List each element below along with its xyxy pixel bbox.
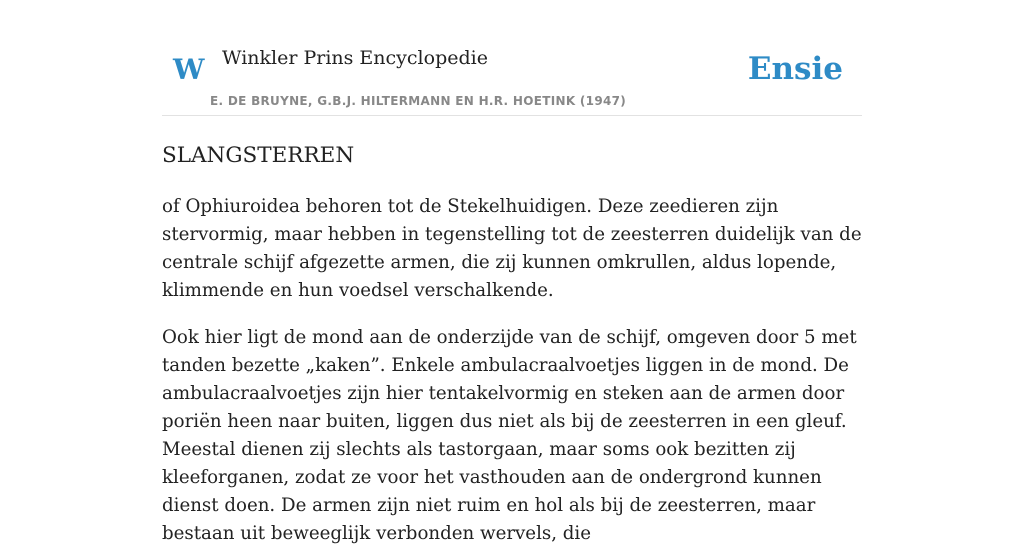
article-title: SLANGSTERREN xyxy=(162,143,355,168)
site-header xyxy=(162,0,862,116)
article-paragraph-2: Ook hier ligt de mond aan de onderzijde van de schijf, omgeven door 5 met tanden bezette „kaken”. Enkele ambulacraalvoetjes liggen in de mond. De ambulacraalvoetjes zijn hier tentakelvormig en steken aan de armen door poriën heen naar buiten, liggen dus niet als bij de zeesterren in een gleuf. Meestal dienen zij slechts als tastorgaan, maar soms ook bezitten zij kleeforganen, zodat ze voor het vasthouden aan de ondergrond kunnen dienst doen. De armen zijn niet ruim en hol als bij de zeesterren, maar bestaan uit beweeglijk verbonden wervels, die xyxy=(162,327,857,544)
content-column xyxy=(162,0,862,548)
site-title[interactable]: Winkler Prins Encyclopedie xyxy=(222,47,488,69)
site-logo-icon[interactable]: W xyxy=(173,53,205,86)
brand-logo[interactable]: Ensie xyxy=(747,51,843,87)
article-paragraph-1: of Ophiuroidea behoren tot de Stekelhuidigen. Deze zeedieren zijn stervormig, maar hebben in tegenstelling tot de zeesterren duidelijk van de centrale schijf afgezette armen, die zij kunnen omkrullen, aldus lopende, klimmende en hun voedsel verschalkende. xyxy=(162,196,862,301)
byline: E. DE BRUYNE, G.B.J. HILTERMANN EN H.R. HOETINK (1947) xyxy=(210,94,627,108)
